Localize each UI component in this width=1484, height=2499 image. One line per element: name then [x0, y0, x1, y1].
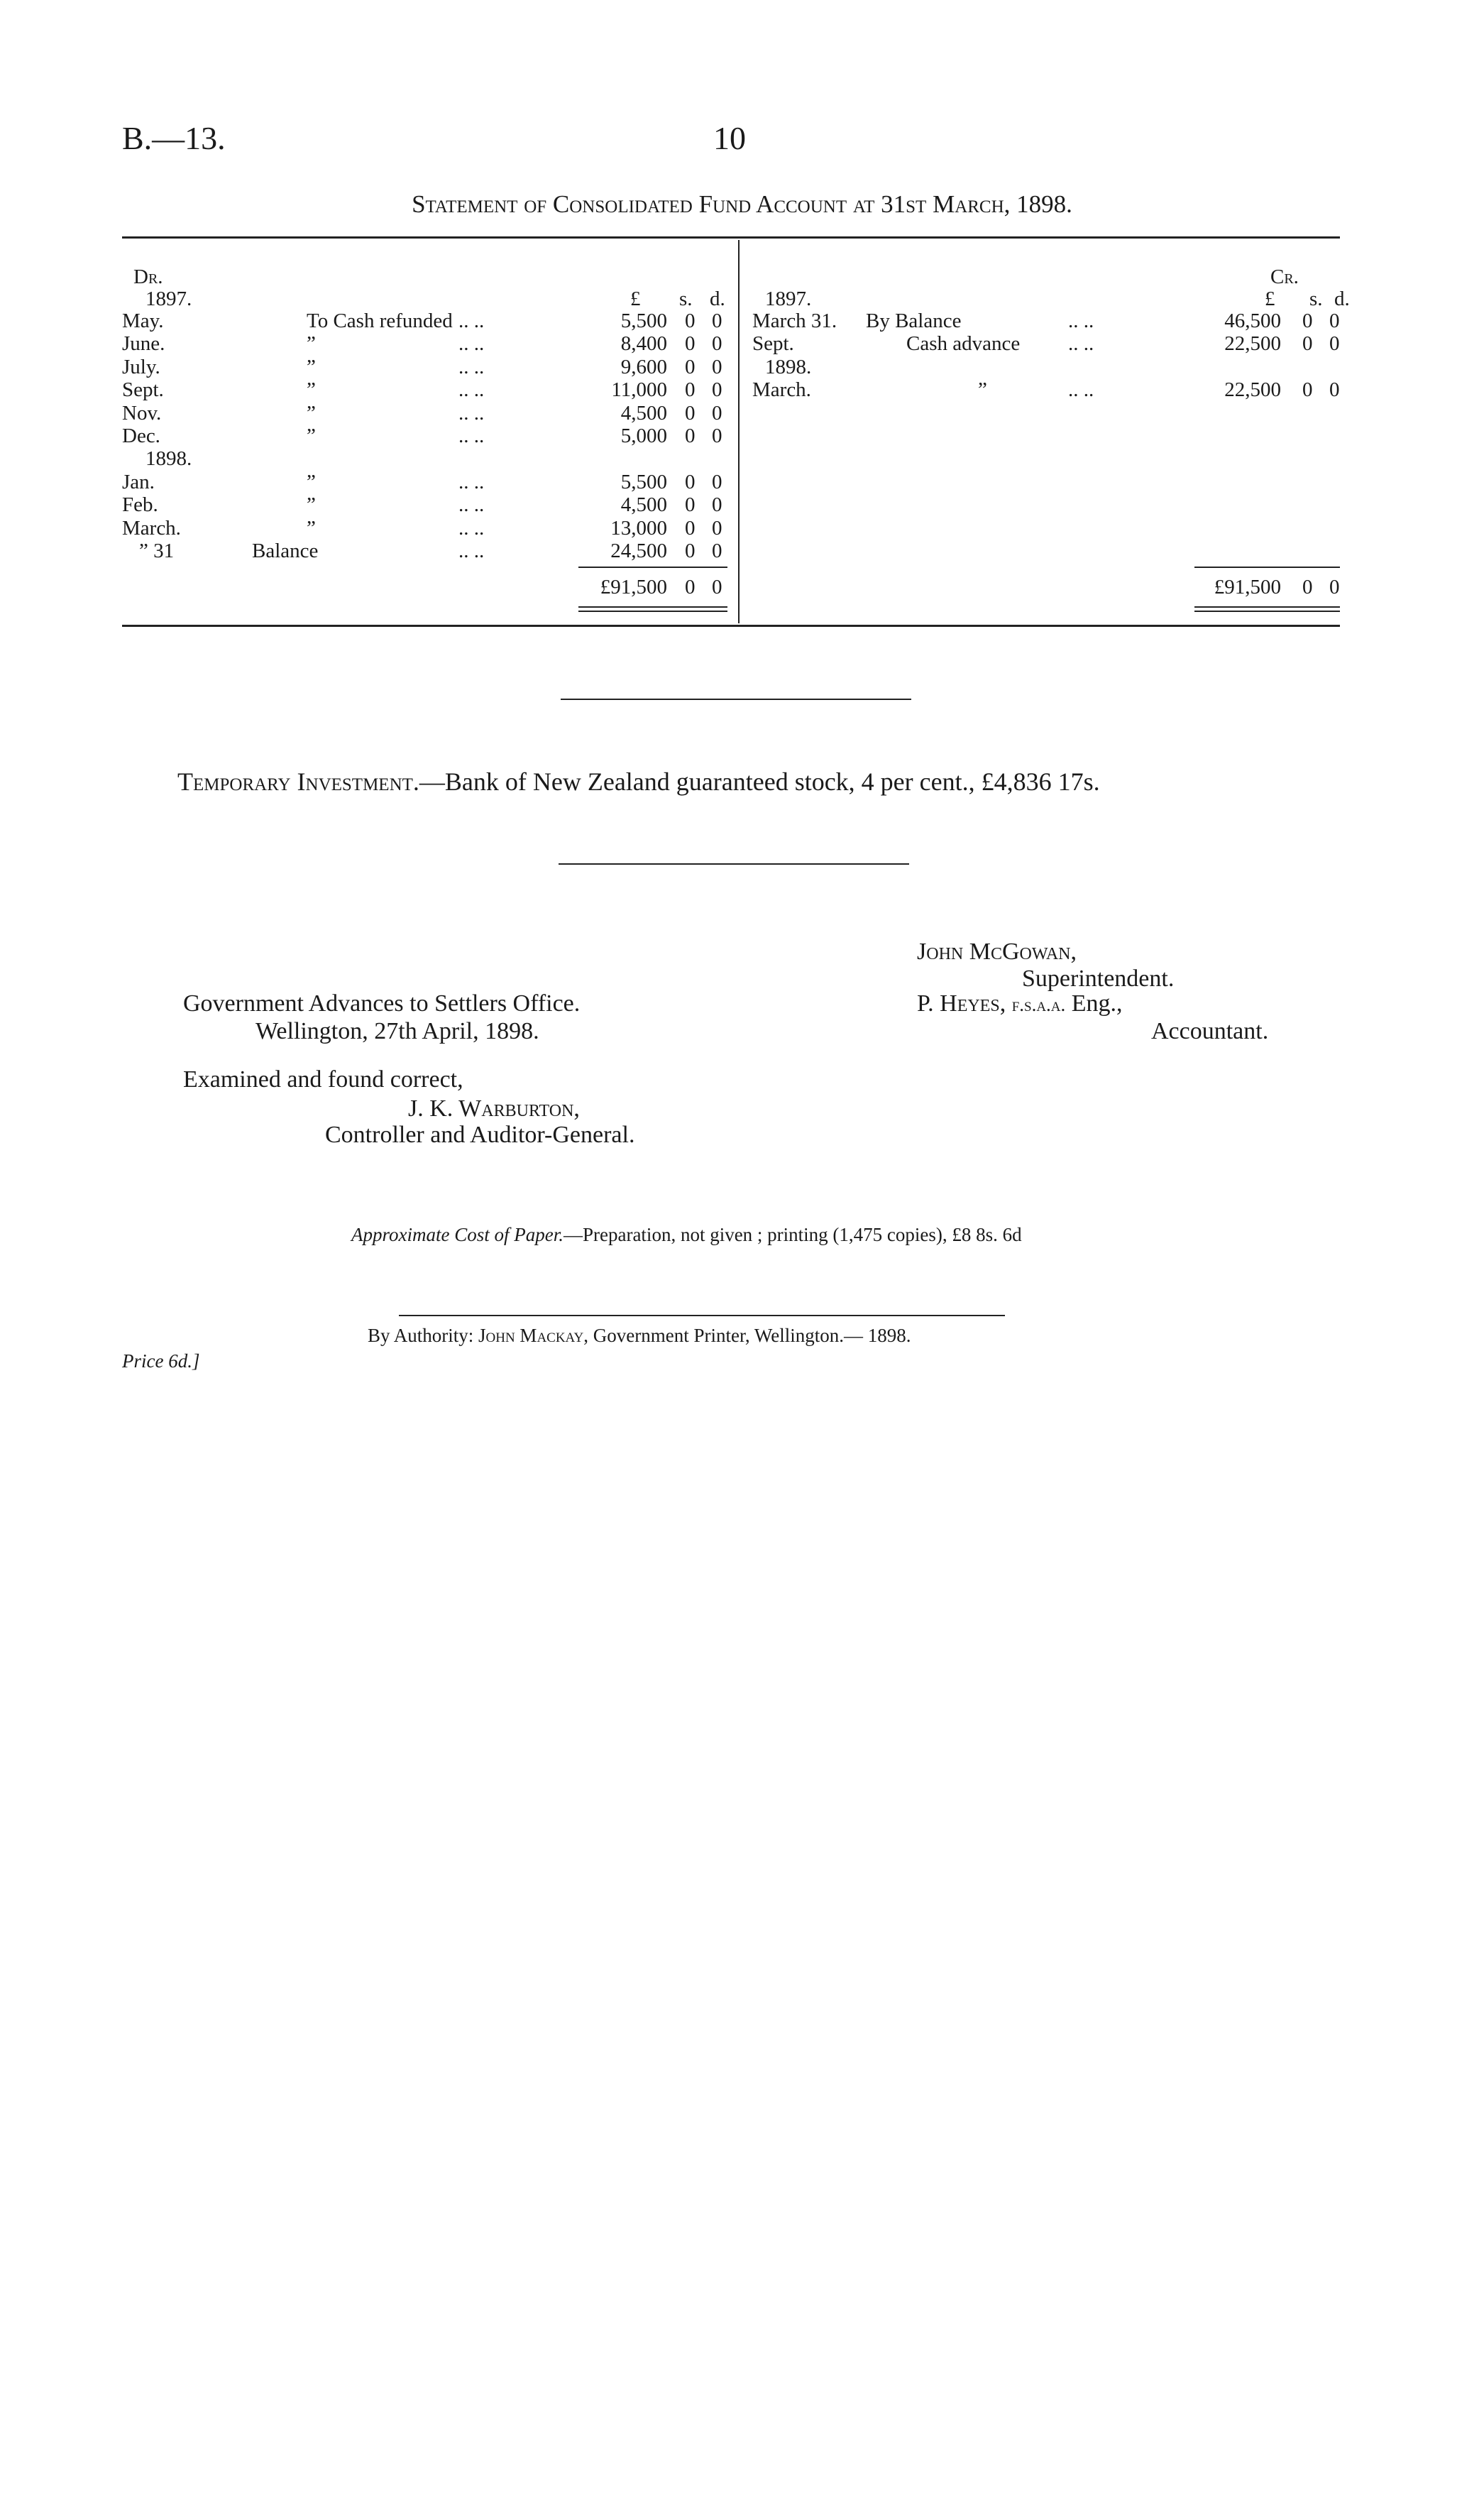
table-top-rule — [122, 236, 1340, 239]
footer-rule — [399, 1315, 1005, 1316]
page-number: 10 — [713, 120, 746, 156]
debit-row-month: Jan. — [122, 470, 155, 493]
credit-row-month: Sept. — [752, 332, 794, 356]
table-center-divider — [738, 240, 740, 623]
credit-row-leader-dots: .. .. — [1068, 332, 1094, 356]
credit-row-shillings: 0 — [1302, 332, 1313, 356]
debit-row-pounds: 5,500 — [620, 310, 667, 332]
debit-row-pence: 0 — [712, 540, 722, 562]
debit-row-month: Feb. — [122, 493, 158, 517]
credit-row-pence: 0 — [1329, 378, 1340, 402]
debit-row-pence: 0 — [712, 470, 722, 493]
debit-year-heading: 1897. — [145, 288, 192, 310]
credit-row-description: Cash advance — [906, 332, 1021, 356]
debit-row-description: To Cash refunded — [307, 310, 453, 332]
debit-row-shillings: 0 — [685, 425, 696, 447]
credit-total-pounds: £91,500 — [1214, 576, 1281, 598]
credit-total-shillings: 0 — [1302, 576, 1313, 598]
debit-row-month: May. — [122, 310, 164, 332]
debit-row-pounds: 4,500 — [620, 493, 667, 517]
debit-row-shillings: 0 — [685, 401, 696, 425]
credit-total-pence: 0 — [1329, 576, 1340, 598]
debit-row-pounds: 8,400 — [620, 332, 667, 356]
debit-row-shillings: 0 — [685, 355, 696, 378]
debit-row-pounds: 24,500 — [610, 540, 667, 562]
signatory-name-2: P. Heyes, — [917, 990, 1006, 1017]
credit-row-leader-dots: .. .. — [1068, 378, 1094, 402]
debit-row-shillings: 0 — [685, 332, 696, 356]
temporary-investment-label: Temporary Investment. — [177, 767, 419, 796]
debit-row-shillings: 0 — [685, 540, 696, 562]
authority-suffix: Government Printer, Wellington.— 1898. — [593, 1325, 911, 1346]
debit-row-leader-dots: .. .. — [458, 540, 485, 562]
section-separator-1 — [561, 699, 911, 700]
debit-row-description: ” — [307, 470, 316, 493]
credit-total-double-rule-1 — [1194, 606, 1340, 608]
credit-row-pounds: 22,500 — [1224, 378, 1281, 402]
debit-total-double-rule-1 — [578, 606, 727, 608]
signatory-credential-2: f.s.a.a. — [1011, 994, 1066, 1015]
debit-row-month: Sept. — [122, 378, 164, 402]
credit-col-shillings: s. — [1309, 288, 1323, 310]
debit-col-pounds: £ — [630, 288, 641, 310]
debit-total-pence: 0 — [712, 576, 722, 598]
debit-total-shillings: 0 — [685, 576, 696, 598]
authority-prefix: By Authority: — [368, 1325, 474, 1346]
debit-row-pence: 0 — [712, 378, 722, 402]
examined-statement: Examined and found correct, — [183, 1066, 463, 1093]
debit-row-month: March. — [122, 516, 181, 540]
credit-row-month: March 31. — [752, 310, 837, 332]
debit-row-shillings: 0 — [685, 470, 696, 493]
debit-row-leader-dots: .. .. — [458, 378, 485, 402]
debit-row-shillings: 0 — [685, 378, 696, 402]
credit-row-pence: 0 — [1329, 332, 1340, 356]
document-code: B.—13. — [122, 120, 226, 156]
debit-row-description: ” — [307, 493, 316, 517]
temporary-investment-text: —Bank of New Zealand guaranteed stock, 4 per cent., £4,836 17s. — [419, 767, 1100, 796]
authority-line — [368, 1325, 911, 1347]
debit-row-leader-dots: .. .. — [458, 355, 485, 378]
credit-row-pounds: 22,500 — [1224, 332, 1281, 356]
debit-row-leader-dots: .. .. — [458, 470, 485, 493]
debit-row-shillings: 0 — [685, 516, 696, 540]
debit-row-pence: 0 — [712, 332, 722, 356]
government-printer-name: John Mackay, — [478, 1325, 589, 1346]
debit-row-pounds: 13,000 — [610, 516, 667, 540]
debit-row-pence: 0 — [712, 516, 722, 540]
debit-row-description: ” — [307, 516, 316, 540]
debit-row-pence: 0 — [712, 493, 722, 517]
signatory-name-1: John McGowan, — [917, 939, 1077, 965]
credit-col-pounds: £ — [1265, 288, 1275, 310]
price: Price 6d.] — [122, 1350, 200, 1372]
credit-row-month: 1898. — [765, 355, 812, 378]
credit-row-month: March. — [752, 378, 811, 402]
debit-row-pounds: 5,500 — [620, 470, 667, 493]
cost-note-text: —Preparation, not given ; printing (1,475 copies), £8 8s. 6d — [563, 1224, 1022, 1245]
debit-label: Dr. — [133, 266, 163, 288]
credit-row-shillings: 0 — [1302, 310, 1313, 332]
debit-total-top-rule — [578, 567, 727, 568]
credit-label: Cr. — [1270, 266, 1299, 288]
credit-year-heading: 1897. — [765, 288, 812, 310]
auditor-role: Controller and Auditor-General. — [325, 1122, 635, 1148]
debit-row-pence: 0 — [712, 425, 722, 447]
debit-row-description: ” — [307, 332, 316, 356]
credit-total-double-rule-2 — [1194, 611, 1340, 612]
credit-row-description: ” — [978, 378, 987, 402]
signatory-role-1: Superintendent. — [1022, 966, 1175, 992]
debit-row-pence: 0 — [712, 401, 722, 425]
signatory-2 — [917, 990, 1123, 1017]
debit-total-double-rule-2 — [578, 611, 727, 612]
credit-row-pounds: 46,500 — [1224, 310, 1281, 332]
debit-row-shillings: 0 — [685, 310, 696, 332]
debit-row-shillings: 0 — [685, 493, 696, 517]
debit-row-description: ” — [307, 378, 316, 402]
debit-col-shillings: s. — [679, 288, 693, 310]
debit-row-pounds: 11,000 — [611, 378, 667, 402]
debit-row-leader-dots: .. .. — [458, 425, 485, 447]
debit-row-pence: 0 — [712, 355, 722, 378]
debit-row-leader-dots: .. .. — [458, 493, 485, 517]
debit-row-month: July. — [122, 355, 160, 378]
debit-row-leader-dots: .. .. — [458, 516, 485, 540]
debit-row-month: Nov. — [122, 401, 162, 425]
section-separator-2 — [559, 863, 909, 865]
cost-note-label: Approximate Cost of Paper. — [351, 1224, 564, 1245]
debit-row-month: Dec. — [122, 425, 160, 447]
debit-row-pence: 0 — [712, 310, 722, 332]
table-bottom-rule — [122, 625, 1340, 627]
temporary-investment-line — [177, 767, 1100, 797]
debit-row-description: ” — [307, 425, 316, 447]
credit-total-top-rule — [1194, 567, 1340, 568]
debit-row-month: ” 31 — [139, 540, 175, 562]
auditor-name: J. K. Warburton, — [408, 1095, 580, 1122]
debit-row-pounds: 5,000 — [620, 425, 667, 447]
credit-row-leader-dots: .. .. — [1068, 310, 1094, 332]
debit-col-pence: d. — [710, 288, 725, 310]
credit-row-description: By Balance — [866, 310, 962, 332]
debit-row-month: June. — [122, 332, 165, 356]
debit-row-month: 1898. — [145, 447, 192, 471]
statement-title: Statement of Consolidated Fund Account at 31st March, 1898. — [412, 190, 1072, 218]
signatory-role-2: Accountant. — [1151, 1018, 1269, 1044]
debit-total-pounds: £91,500 — [600, 576, 667, 598]
credit-col-pence: d. — [1334, 288, 1350, 310]
debit-row-pounds: 9,600 — [620, 355, 667, 378]
credit-row-pence: 0 — [1329, 310, 1340, 332]
office-name: Government Advances to Settlers Office. — [183, 990, 581, 1017]
debit-row-description: Balance — [252, 540, 319, 562]
debit-row-leader-dots: .. .. — [458, 401, 485, 425]
office-place-date: Wellington, 27th April, 1898. — [255, 1018, 539, 1044]
credit-row-shillings: 0 — [1302, 378, 1313, 402]
debit-row-leader-dots: .. .. — [458, 310, 485, 332]
signatory-credential-2b: Eng., — [1071, 990, 1123, 1017]
debit-row-pounds: 4,500 — [620, 401, 667, 425]
debit-row-leader-dots: .. .. — [458, 332, 485, 356]
debit-row-description: ” — [307, 401, 316, 425]
debit-row-description: ” — [307, 355, 316, 378]
cost-note — [351, 1224, 1022, 1246]
